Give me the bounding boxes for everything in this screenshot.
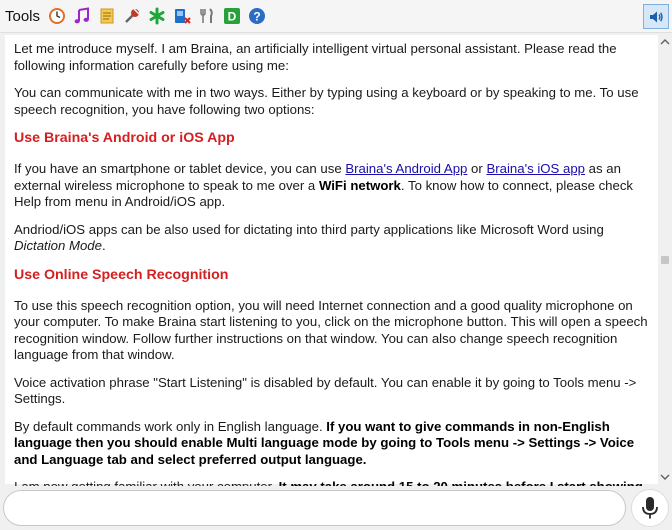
voice-activation-paragraph: Voice activation phrase "Start Listening" is disabled by default. You can enable it by going to Tools menu -> Settings. <box>14 374 637 406</box>
clock-icon[interactable] <box>47 6 67 26</box>
toolbar <box>0 0 672 33</box>
svg-text:D: D <box>227 9 237 24</box>
ios-app-link[interactable]: Braina's iOS app <box>486 161 585 176</box>
microphone-button[interactable] <box>631 489 669 527</box>
conversation-panel <box>5 35 658 484</box>
asterisk-icon[interactable] <box>147 6 167 26</box>
scroll-track[interactable] <box>658 49 672 470</box>
fork-knife-icon[interactable] <box>197 6 217 26</box>
mobile-app-paragraph: If you have an smartphone or tablet device, you can use Braina's Android App or Braina's iOS app as an external wireless microphone to speak to me over a WiFi network. To know how to connect, please check Help from menu in Android/iOS app. <box>14 161 634 209</box>
speaker-mute-icon[interactable] <box>172 6 192 26</box>
language-paragraph: By default commands work only in English language. If you want to give commands in non-English language then you should enable Multi language mode by going to Tools menu -> Settings -> Voice and Language tab and select preferred output language. <box>14 418 635 467</box>
microphone-icon <box>641 496 659 520</box>
heading-online-speech: Use Online Speech Recognition <box>14 266 229 283</box>
music-note-icon[interactable] <box>72 6 92 26</box>
scroll-thumb[interactable] <box>661 256 669 264</box>
speaker-volume-icon <box>648 9 664 25</box>
help-icon[interactable] <box>247 6 267 26</box>
input-bar <box>0 486 672 530</box>
tools-pin-icon[interactable] <box>122 6 142 26</box>
online-speech-paragraph: To use this speech recognition option, you will need Internet connection and a good quality microphone on your computer. To make Braina start listening to you, click on the microphone button. This will open a speech recognition window. Follow further instructions on that window. You can also change speech recognition language from that window. <box>14 297 648 362</box>
communicate-text: You can communicate with me in two ways. Either by typing using a keyboard or by speaking to me. To use speech recognition, you have following two options: <box>14 85 639 117</box>
scroll-up-arrow-icon[interactable] <box>658 35 672 49</box>
speaker-toggle-button[interactable] <box>643 4 669 29</box>
vertical-scrollbar[interactable] <box>658 35 672 484</box>
command-input[interactable] <box>3 490 626 526</box>
scroll-down-arrow-icon[interactable] <box>658 470 672 484</box>
svg-text:?: ? <box>253 9 261 24</box>
android-app-link[interactable]: Braina's Android App <box>345 161 468 176</box>
dictation-paragraph: Andriod/iOS apps can be also used for dictating into third party applications like Microsoft Word using Dictation Mode. <box>14 221 604 253</box>
notes-icon[interactable] <box>97 6 117 26</box>
heading-mobile-app: Use Braina's Android or iOS App <box>14 130 235 146</box>
intro-text: Let me introduce myself. I am Braina, an artificially intelligent virtual personal assistant. Please read the following information carefully before using me: <box>14 41 617 73</box>
tools-menu[interactable]: Tools <box>5 7 41 25</box>
d-icon[interactable] <box>222 6 242 26</box>
